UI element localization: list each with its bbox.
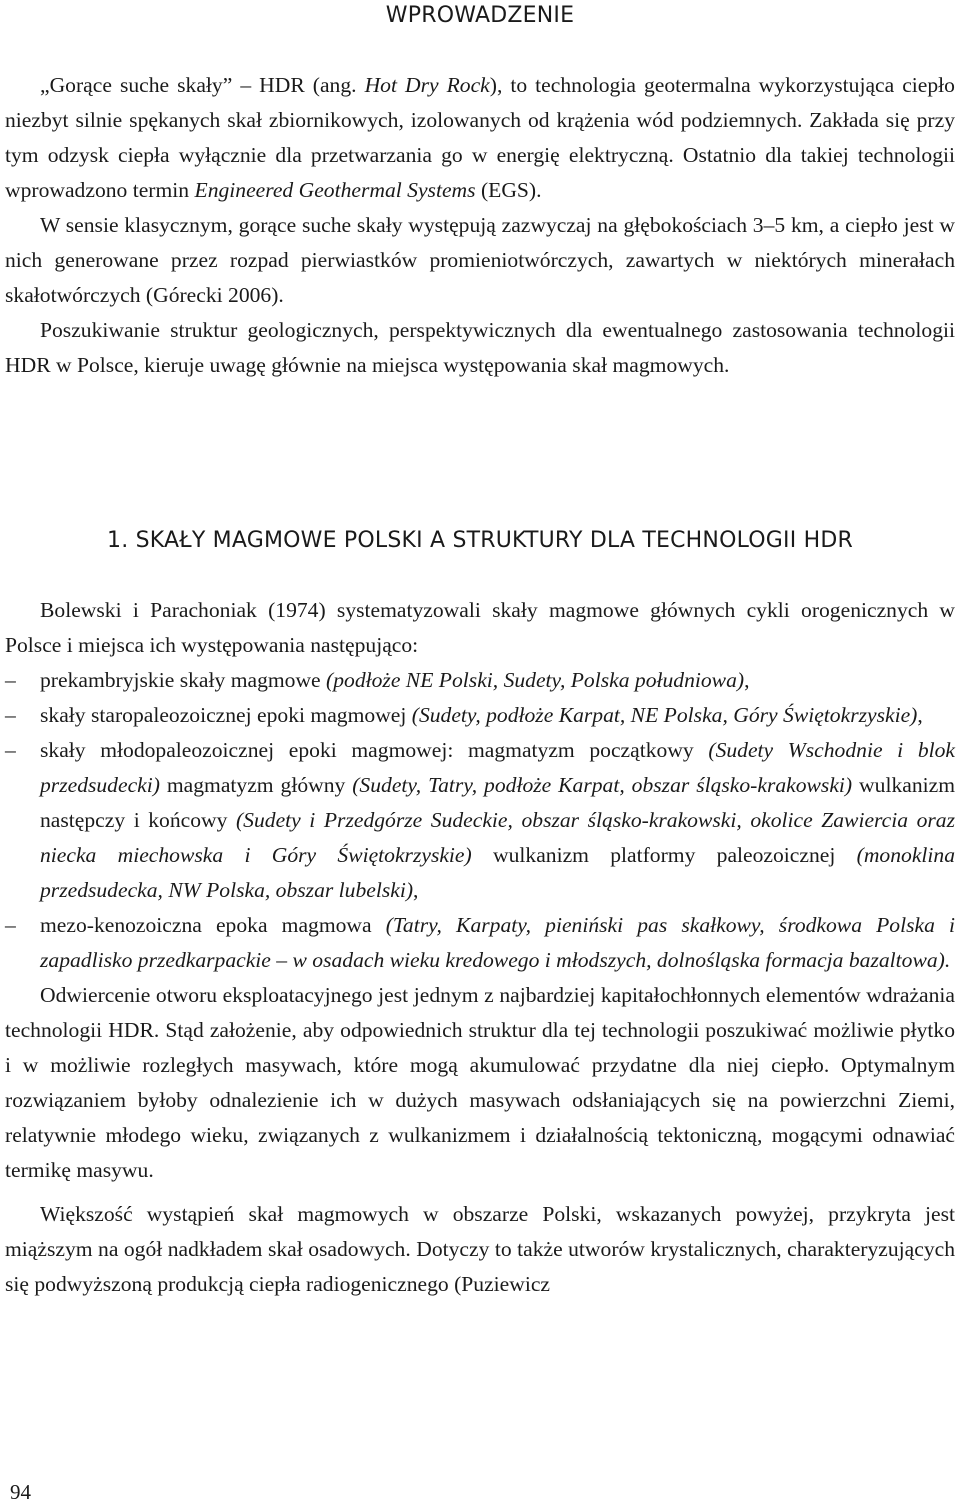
list-item <box>5 733 955 908</box>
text-run: magmatyzm główny <box>159 773 353 797</box>
text-run: mezo-kenozoiczna epoka magmowa <box>40 913 386 937</box>
list-item <box>5 908 955 978</box>
list-item <box>5 698 955 733</box>
text-run: ), to technologia geotermalna wykorzystująca ciepło niezbyt silnie spękanych skał zbiornikowych, izolowanych od krążenia wód podziemnych. Zakłada się przy tym odzysk ciepła wyłącznie dla przetwarzania go w energię elektryczną. Ostatnio dla takiej technologii wprowadzono termin <box>5 73 955 202</box>
location-note: (Sudety, Tatry, podłoże Karpat, obszar śląsko-krakowski) <box>352 773 853 797</box>
main-paragraph-1: Bolewski i Parachoniak (1974) systematyzowali skały magmowe głównych cykli orogenicznych w Polsce i miejsca ich występowania następująco: <box>5 598 955 657</box>
text-run: , <box>917 703 923 727</box>
location-note: (monoklina przedsudecka, NW Polska, obszar lubelski) <box>40 843 955 902</box>
running-head: WPROWADZENIE <box>385 3 575 28</box>
magmatism-list <box>5 663 955 978</box>
list-dash: – <box>5 668 16 692</box>
text-run: wulkanizm następczy i końcowy <box>40 773 955 832</box>
text-run: , <box>413 878 419 902</box>
chapter-title: 1. SKAŁY MAGMOWE POLSKI A STRUKTURY DLA TECHNOLOGII HDR <box>107 528 853 553</box>
text-run: „Gorące suche skały” – HDR (ang. <box>40 73 365 97</box>
text-run: wulkanizm platformy paleozoicznej <box>471 843 857 867</box>
list-dash: – <box>5 913 16 937</box>
text-run: skały młodopaleozoicznej epoki magmowej: magmatyzm początkowy <box>40 738 709 762</box>
term-egs: Engineered Geothermal Systems <box>194 178 476 202</box>
main-paragraph-2: Odwiercenie otworu eksploatacyjnego jest jednym z najbardziej kapitałochłonnych elementów wdrażania technologii HDR. Stąd założenie, aby odpowiednich struktur dla tej technologii poszukiwać możliwie płytko i w możliwie rozległych masywach, które mogą akumulować przydatne dla niej ciepło. Optymalnym rozwiązaniem byłoby odnalezienie ich w dużych masywach odsłaniających się na powierzchni Ziemi, relatywnie młodego wieku, związanych z wulkanizmem i działalnością tektoniczną, mogącymi odnawiać termikę masywu. <box>5 983 955 1182</box>
location-note: (Tatry, Karpaty, pieniński pas skałkowy, środkowa Polska i zapadlisko przedkarpackie – w osadach wieku kredowego i młodszych, dolnośląska formacja bazaltowa). <box>40 913 955 972</box>
main-section <box>5 593 955 1302</box>
list-item <box>5 663 955 698</box>
intro-paragraph-3: Poszukiwanie struktur geologicznych, perspektywicznych dla ewentualnego zastosowania technologii HDR w Polsce, kieruje uwagę głównie na miejsca występowania skał magmowych. <box>5 318 955 377</box>
intro-paragraph-1 <box>5 68 955 208</box>
location-note: (Sudety Wschodnie i blok przedsudecki) <box>40 738 956 797</box>
text-run: , <box>744 668 750 692</box>
intro-section <box>5 68 955 383</box>
term-hot-dry-rock: Hot Dry Rock <box>364 73 490 97</box>
location-note: (Sudety, podłoże Karpat, NE Polska, Góry Świętokrzyskie) <box>411 703 918 727</box>
intro-paragraph-2: W sensie klasycznym, gorące suche skały występują zazwyczaj na głębokościach 3–5 km, a ciepło jest w nich generowane przez rozpad pierwiastków promieniotwórczych, zawartych w niektórych minerałach skałotwórczych (Górecki 2006). <box>5 213 955 307</box>
text-run: skały staropaleozoicznej epoki magmowej <box>40 703 412 727</box>
list-dash: – <box>5 738 16 762</box>
location-note: (podłoże NE Polski, Sudety, Polska południowa) <box>326 668 745 692</box>
text-run: prekambryjskie skały magmowe <box>40 668 327 692</box>
page-number: 94 <box>10 1480 31 1504</box>
location-note: (Sudety i Przedgórze Sudeckie, obszar śląsko-krakowski, okolice Zawiercia oraz niecka miechowska i Góry Świętokrzyskie) <box>40 808 955 867</box>
text-run: (EGS). <box>475 178 542 202</box>
main-paragraph-3: Większość wystąpień skał magmowych w obszarze Polski, wskazanych powyżej, przykryta jest miąższym na ogół nadkładem skał osadowych. Dotyczy to także utworów krystalicznych, charakteryzujących się podwyższoną produkcją ciepła radiogenicznego (Puziewicz <box>5 1202 955 1296</box>
list-dash: – <box>5 703 16 727</box>
